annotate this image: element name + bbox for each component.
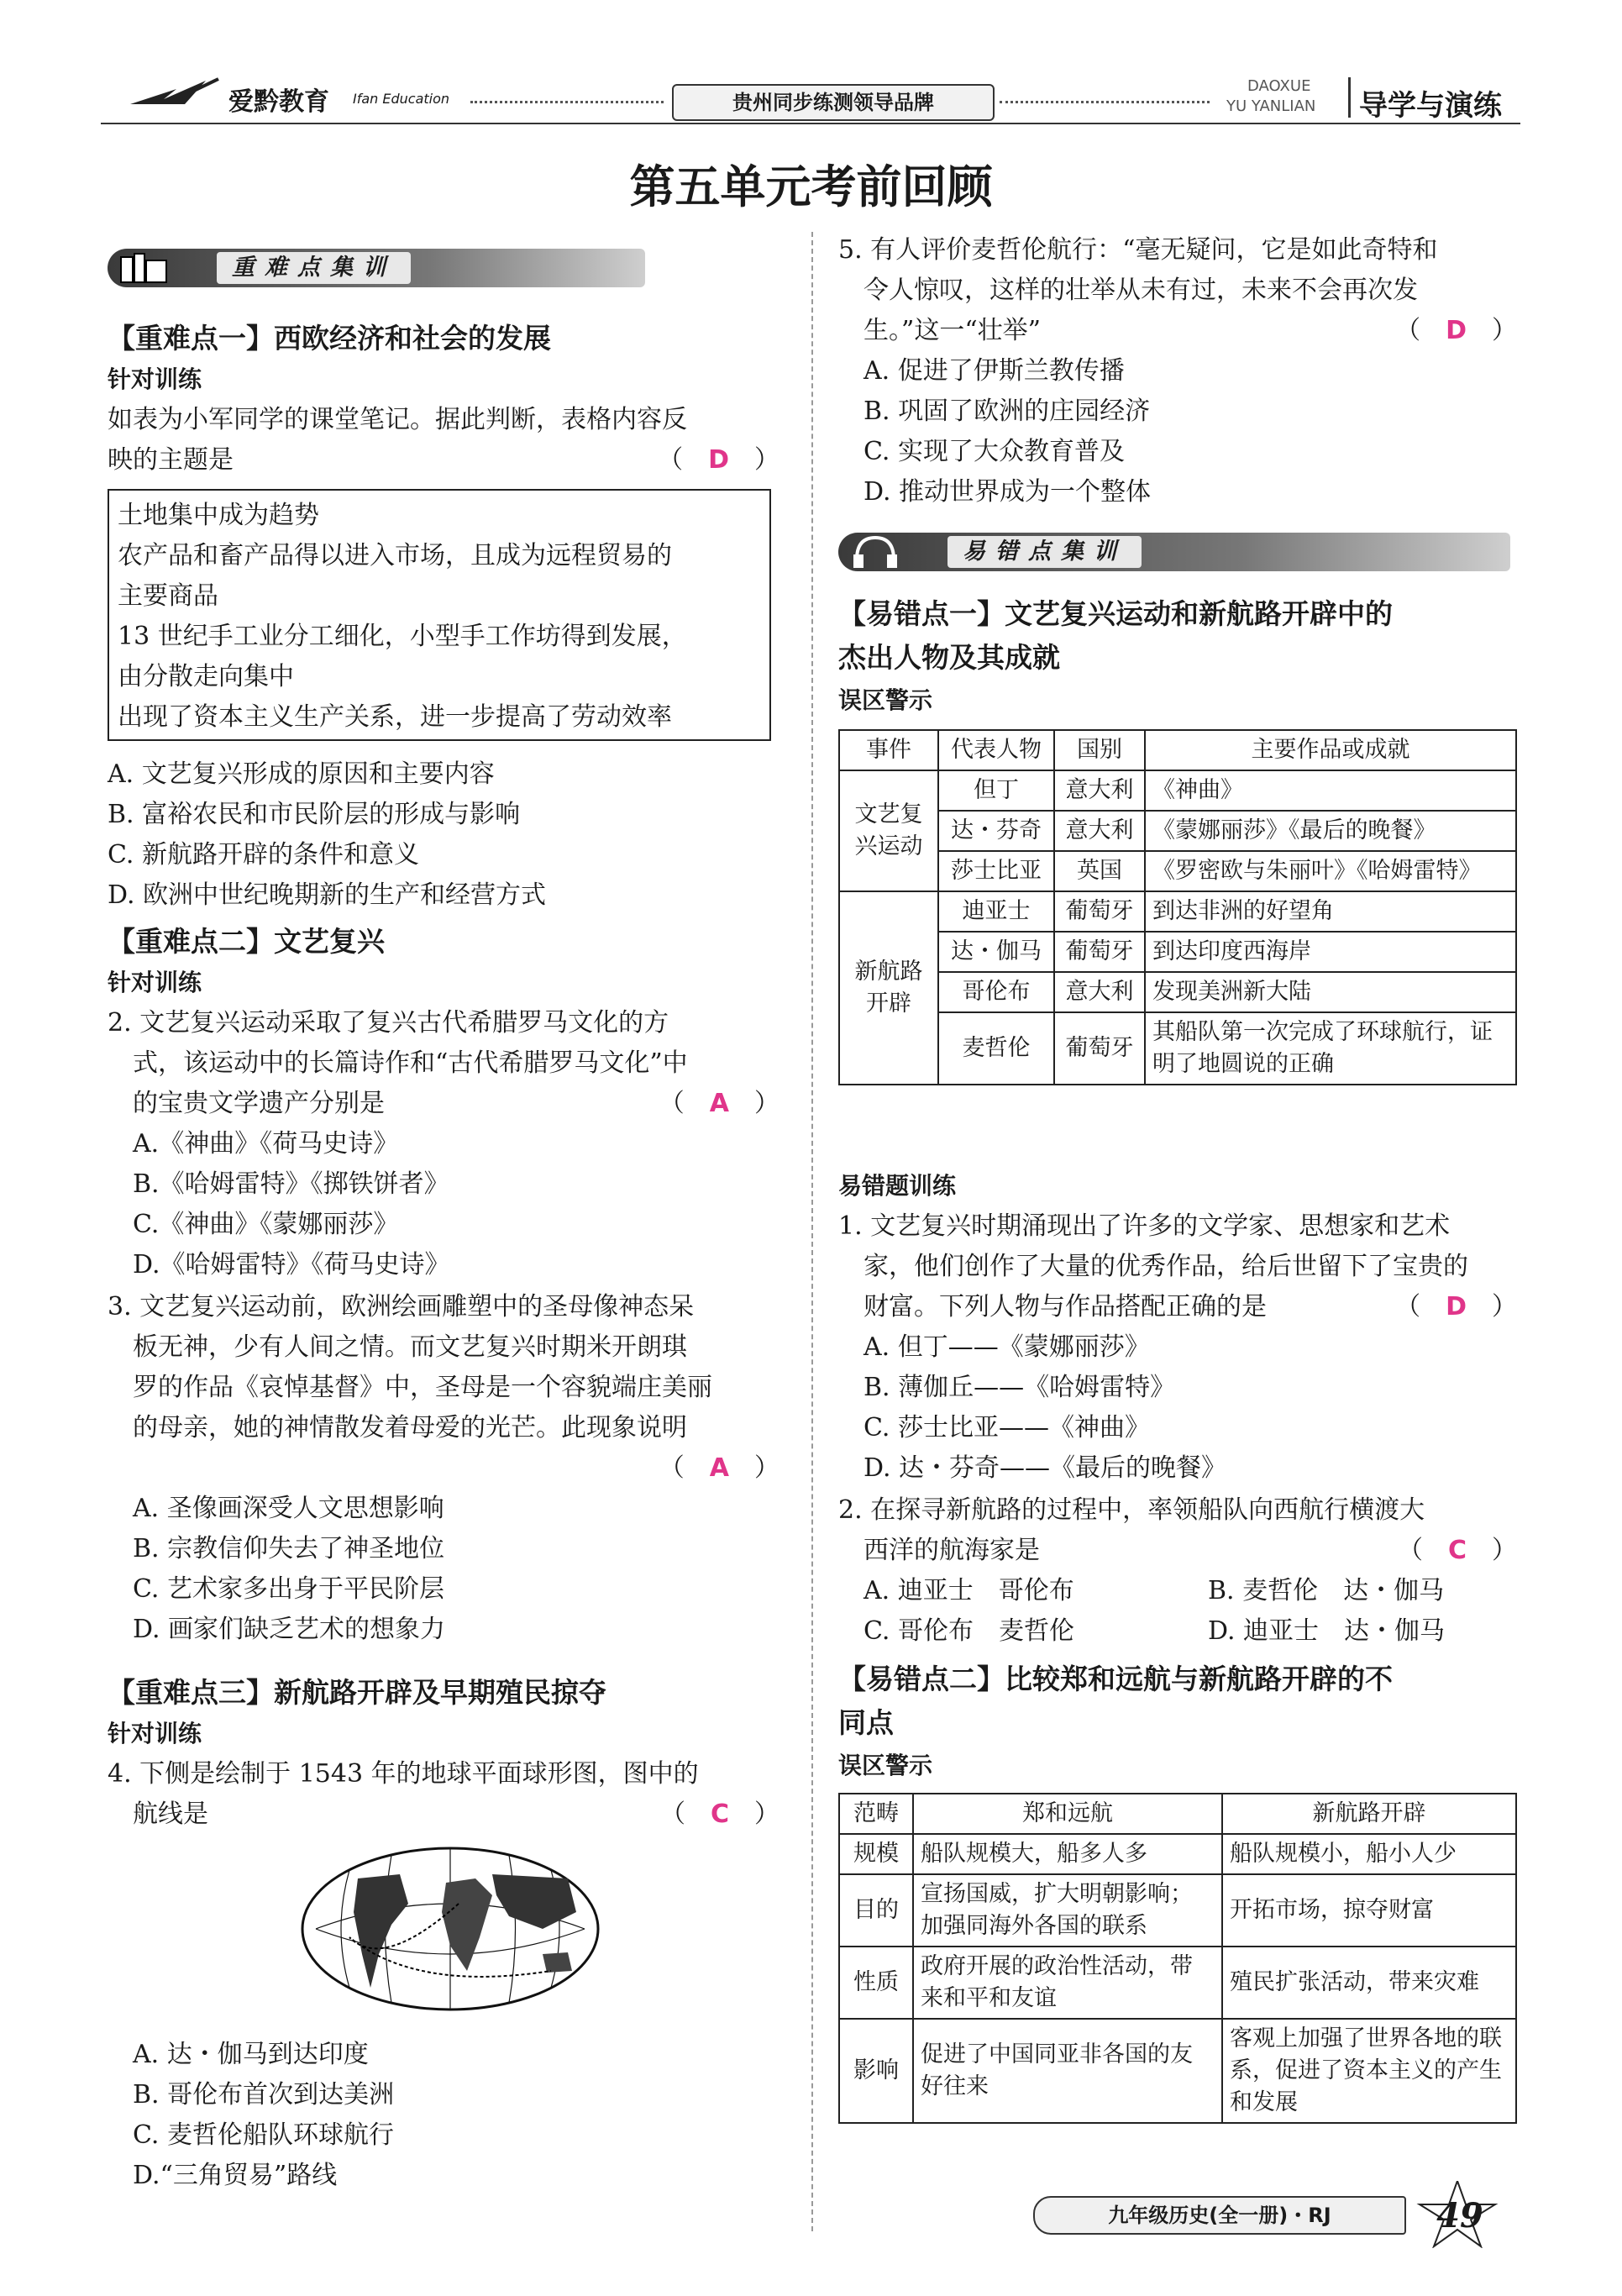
header-divider [1348,77,1351,118]
world-map-image [299,1845,601,2013]
key-points-banner-text: 重难点集训 [217,252,411,284]
option: B. 哥伦布首次到达美洲 [133,2080,395,2109]
e1 [838,1206,1517,1489]
table-cell: 但丁 [938,770,1054,811]
option: D. 迪亚士 达・伽马 [1208,1616,1446,1646]
q1-stem-line [108,440,780,481]
brand-logo-icon [126,74,223,109]
note-line: 农产品和畜产品得以进入市场，且成为远程贸易的 [118,541,672,570]
footer [1033,2181,1520,2248]
table-cell: 规模 [839,1834,913,1874]
kp2-title: 【重难点二】文艺复兴 [108,925,385,958]
header-dotted-line [470,101,664,103]
e2 [838,1490,1517,1652]
footer-book-label-box [1033,2196,1406,2235]
e2-answer-bracket: （ C ） [1397,1536,1517,1565]
group-cell-renaissance [839,770,938,891]
table-row [839,851,1516,891]
table-row [839,811,1516,851]
q2-answer-bracket: （ A ） [659,1089,780,1118]
practice-label: 易错题训练 [838,1172,957,1200]
table-cell: 《神曲》 [1145,770,1516,811]
table-cell: 意大利 [1054,972,1145,1012]
table-cell: 到达非洲的好望角 [1145,891,1516,932]
q5 [838,230,1517,512]
option: A. 迪亚士 哥伦布 [863,1576,1074,1605]
q1-options [108,754,546,916]
kp2-subtitle: 针对训练 [108,969,202,996]
table-cell: 哥伦布 [938,972,1054,1012]
table-cell: 英国 [1054,851,1145,891]
error-points-banner-text: 易错点集训 [947,536,1142,568]
table-row [839,1947,1516,2019]
option: D. 达・芬奇——《最后的晚餐》 [863,1453,1227,1483]
option: B. 富裕农民和市民阶层的形成与影响 [108,800,521,829]
option: D. 画家们缺乏艺术的想象力 [133,1615,446,1644]
e1-stem-line [838,1287,1517,1327]
slogan-text: 贵州同步练测领导品牌 [732,91,934,114]
table-header-row [839,1794,1516,1834]
brand-name: 爱黔教育 [228,87,329,117]
option: C. 哥伦布 麦哲伦 [863,1616,1074,1646]
q1-answer-bracket: （ D ） [658,445,780,475]
table-cell: 《罗密欧与朱丽叶》《哈姆雷特》 [1145,851,1516,891]
option: D. 推动世界成为一个整体 [863,477,1152,507]
table-cell: 开拓市场，掠夺财富 [1222,1874,1516,1947]
table-cell: 政府开展的政治性活动，带来和平和友谊 [913,1947,1222,2019]
table-row [839,972,1516,1012]
table-cell: 发现美洲新大陆 [1145,972,1516,1012]
page-number: 49 [1436,2196,1483,2236]
table-header-cell: 主要作品或成就 [1145,730,1516,770]
table-cell: 葡萄牙 [1054,891,1145,932]
q4-answer-bracket: （ C ） [659,1799,780,1829]
header-dotted-line-2 [1000,101,1210,103]
q1-stem-line: 如表为小军同学的课堂笔记。据此判断，表格内容反 [108,405,687,434]
table-row [839,1012,1516,1085]
kp3-title: 【重难点三】新航路开辟及早期殖民掠夺 [108,1676,606,1709]
q2-stem-line [108,1084,780,1124]
table-header-cell: 新航路开辟 [1222,1794,1516,1834]
option: D.“三角贸易”路线 [133,2161,338,2190]
table-cell: 葡萄牙 [1054,1012,1145,1085]
table-row [839,932,1516,972]
e2-answer: C [1447,1536,1467,1565]
ep1-title-line1: 【易错点一】文艺复兴运动和新航路开辟中的 [838,597,1393,630]
table-cell: 客观上加强了世界各地的联系，促进了资本主义的产生和发展 [1222,2019,1516,2123]
table-row [839,2019,1516,2123]
e1-answer-bracket: （ D ） [1395,1292,1517,1321]
q5-stem-text: 生。”这一“壮举” [863,316,1042,345]
books-icon [119,252,170,284]
table-cell: 性质 [839,1947,913,2019]
option: A. 圣像画深受人文思想影响 [133,1494,444,1523]
table-header-cell: 范畴 [839,1794,913,1834]
table-cell: 目的 [839,1874,913,1947]
e2-options-row [838,1611,1517,1652]
option: C.《神曲》《蒙娜丽莎》 [133,1210,399,1239]
table-header-cell: 事件 [839,730,938,770]
e2-stem-text: 西洋的航海家是 [863,1536,1040,1565]
table-cell: 达・芬奇 [938,811,1054,851]
option: A.《神曲》《荷马史诗》 [133,1129,399,1159]
comparison-table [838,1793,1517,2124]
table-cell: 到达印度西海岸 [1145,932,1516,972]
header [0,0,1622,126]
q3-answer: A [709,1453,729,1483]
e2-stem-line [838,1531,1517,1571]
q1-stem-text: 映的主题是 [108,445,234,475]
table-cell: 影响 [839,2019,913,2123]
q5-answer-bracket: （ D ） [1395,316,1517,345]
option: C. 新航路开辟的条件和意义 [108,840,419,870]
option: A. 但丁——《蒙娜丽莎》 [863,1332,1150,1362]
figures-table [838,729,1517,1085]
option: B. 麦哲伦 达・伽马 [1208,1576,1445,1605]
q1 [108,400,780,481]
note-line: 由分散走向集中 [118,662,294,691]
e2-options-row [838,1571,1517,1611]
ep2-title-line1: 【易错点二】比较郑和远航与新航路开辟的不 [838,1663,1393,1695]
key-points-banner [108,249,645,287]
kp3-subtitle: 针对训练 [108,1720,202,1747]
q2-answer: A [709,1089,729,1118]
q5-stem-line [838,311,1517,351]
warning-label-1: 误区警示 [838,686,933,714]
ep1-title-line2: 杰出人物及其成就 [838,641,1060,674]
page-title: 第五单元考前回顾 [629,160,993,213]
group-label: 文艺复兴运动 [854,801,923,859]
table-cell: 葡萄牙 [1054,932,1145,972]
table-cell: 麦哲伦 [938,1012,1054,1085]
option: C. 艺术家多出身于平民阶层 [133,1574,444,1604]
option: A. 达・伽马到达印度 [133,2040,369,2069]
q3-stem-line: 3. 文艺复兴运动前，欧洲绘画雕塑中的圣母像神态呆 [108,1292,695,1321]
q3-answer-line [108,1448,780,1489]
option: B.《哈姆雷特》《掷铁饼者》 [133,1169,449,1199]
table-cell: 《蒙娜丽莎》《最后的晚餐》 [1145,811,1516,851]
q1-answer: D [708,445,729,475]
option: C. 实现了大众教育普及 [863,437,1125,466]
q3-answer-bracket: （ A ） [659,1453,780,1483]
table-cell: 船队规模大，船多人多 [913,1834,1222,1874]
table-row [839,891,1516,932]
table-cell: 迪亚士 [938,891,1054,932]
series-title: 导学与演练 [1359,89,1502,123]
q2-stem-text: 的宝贵文学遗产分别是 [133,1089,385,1118]
kp1-title: 【重难点一】西欧经济和社会的发展 [108,322,551,355]
e1-answer: D [1446,1292,1467,1321]
q2 [108,1003,780,1285]
ep2-title-line2: 同点 [838,1706,894,1739]
table-header-cell: 代表人物 [938,730,1054,770]
option: B. 巩固了欧洲的庄园经济 [863,397,1151,426]
headphones-icon [850,534,900,570]
q4-options [133,2035,394,2196]
q4 [108,1754,780,1835]
q4-stem-line [108,1794,780,1835]
note-line: 13 世纪手工业分工细化，小型手工作坊得到发展， [118,622,687,651]
header-rule [101,123,1520,124]
footer-book-label: 九年级历史(全一册)・RJ [1108,2204,1331,2227]
q4-answer: C [710,1799,729,1829]
table-cell: 达・伽马 [938,932,1054,972]
e1-stem-line: 1. 文艺复兴时期涌现出了许多的文学家、思想家和艺术 [838,1211,1451,1241]
table-header-cell: 国别 [1054,730,1145,770]
column-divider [811,232,813,2231]
option: D. 欧洲中世纪晚期新的生产和经营方式 [108,880,547,910]
note-box [108,489,771,741]
table-header-cell: 郑和远航 [913,1794,1222,1834]
table-cell: 船队规模小，船小人少 [1222,1834,1516,1874]
brand-name-en: Ifan Education [353,91,450,107]
pinyin-yanlian: YU YANLIAN [1226,97,1316,115]
table-row [839,1834,1516,1874]
e2-stem-line: 2. 在探寻新航路的过程中，率领船队向西航行横渡大 [838,1495,1425,1525]
kp1-subtitle: 针对训练 [108,365,202,393]
q5-stem-line: 5. 有人评价麦哲伦航行：“毫无疑问，它是如此奇特和 [838,235,1438,265]
note-line: 出现了资本主义生产关系，进一步提高了劳动效率 [118,702,672,732]
pinyin-daoxue: DAOXUE [1247,77,1311,95]
e1-stem-text: 财富。下列人物与作品搭配正确的是 [863,1292,1267,1321]
option: D.《哈姆雷特》《荷马史诗》 [133,1250,450,1279]
q2-stem-line: 式，该运动中的长篇诗作和“古代希腊罗马文化”中 [133,1048,688,1078]
option: B. 宗教信仰失去了神圣地位 [133,1534,445,1563]
group-label: 新航路开辟 [854,959,923,1017]
note-line: 主要商品 [118,581,218,611]
q2-stem-line: 2. 文艺复兴运动采取了复兴古代希腊罗马文化的方 [108,1008,669,1038]
q5-answer: D [1446,316,1467,345]
option: A. 促进了伊斯兰教传播 [863,356,1125,386]
e1-stem-line: 家，他们创作了大量的优秀作品，给后世留下了宝贵的 [863,1252,1468,1281]
table-cell: 其船队第一次完成了环球航行，证明了地圆说的正确 [1145,1012,1516,1085]
table-cell: 宣扬国威，扩大明朝影响；加强同海外各国的联系 [913,1874,1222,1947]
table-cell: 莎士比亚 [938,851,1054,891]
slogan-badge [672,84,995,121]
error-points-banner [838,533,1510,571]
option: B. 薄伽丘——《哈姆雷特》 [863,1373,1176,1402]
q3-stem-line: 罗的作品《哀悼基督》中，圣母是一个容貌端庄美丽 [133,1373,712,1402]
q3 [108,1287,780,1650]
q3-stem-line: 板无神，少有人间之情。而文艺复兴时期米开朗琪 [133,1332,687,1362]
table-row [839,1874,1516,1947]
note-line: 土地集中成为趋势 [118,501,319,530]
group-cell-new-routes [839,891,938,1085]
q4-stem-line: 4. 下侧是绘制于 1543 年的地球平面球形图，图中的 [108,1759,699,1789]
option: A. 文艺复兴形成的原因和主要内容 [108,759,495,789]
option: C. 莎士比亚——《神曲》 [863,1413,1150,1442]
table-cell: 促进了中国同亚非各国的友好往来 [913,2019,1222,2123]
q3-stem-line: 的母亲，她的神情散发着母爱的光芒。此现象说明 [133,1413,687,1442]
table-cell: 殖民扩张活动，带来灾难 [1222,1947,1516,2019]
q4-stem-text: 航线是 [133,1799,208,1829]
warning-label-2: 误区警示 [838,1752,933,1779]
option: C. 麦哲伦船队环球航行 [133,2120,394,2150]
table-cell: 意大利 [1054,770,1145,811]
q5-stem-line: 令人惊叹，这样的壮举从未有过，未来不会再次发 [863,276,1418,305]
table-row [839,770,1516,811]
table-cell: 意大利 [1054,811,1145,851]
table-header-row [839,730,1516,770]
